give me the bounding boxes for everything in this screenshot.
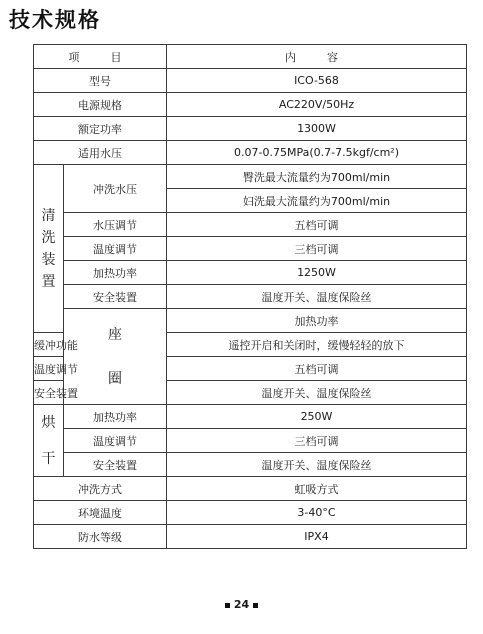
header-content: 内 容 [167, 45, 467, 69]
row-label: 加热功率 [64, 261, 167, 285]
row-label: 冲洗方式 [34, 477, 167, 501]
row-value: 温度开关、温度保险丝 [167, 453, 467, 477]
row-label: 额定功率 [34, 117, 167, 141]
table-row [34, 69, 467, 93]
row-value: 温度开关、温度保险丝 [167, 285, 467, 309]
row-label: 加热功率 [167, 309, 467, 333]
row-label: 温度调节 [34, 357, 64, 381]
row-value: 妇洗最大流量约为700ml/min [167, 189, 467, 213]
row-value: 三档可调 [167, 429, 467, 453]
spec-table [33, 44, 467, 549]
table-row [34, 213, 467, 237]
row-label: 型号 [34, 69, 167, 93]
table-row [34, 165, 467, 189]
group-label-dry-top: 烘 [41, 414, 56, 431]
group-label-seat-top: 座 [108, 326, 122, 343]
table-row [34, 93, 467, 117]
row-label: 水压调节 [64, 213, 167, 237]
row-value: 0.07-0.75MPa(0.7-7.5kgf/cm²) [167, 141, 467, 165]
row-label: 加热功率 [64, 405, 167, 429]
table-row [34, 525, 467, 549]
group-label-seat [64, 309, 167, 405]
group-label-wash-text: 清洗装置 [41, 207, 56, 290]
group-label-dry-bottom: 干 [41, 450, 56, 467]
table-row [34, 429, 467, 453]
footer-square-icon-right [253, 603, 258, 608]
row-value: 臀洗最大流量约为700ml/min [167, 165, 467, 189]
row-value: 遥控开启和关闭时，缓慢轻轻的放下 [167, 333, 467, 357]
row-label: 环境温度 [34, 501, 167, 525]
row-label: 冲洗水压 [64, 165, 167, 213]
row-value: 虹吸方式 [167, 477, 467, 501]
row-label: 温度调节 [64, 429, 167, 453]
row-value: AC220V/50Hz [167, 93, 467, 117]
group-label-dry [34, 405, 64, 477]
table-row [34, 285, 467, 309]
row-value: 1250W [167, 261, 467, 285]
group-label-wash [34, 165, 64, 333]
row-label: 适用水压 [34, 141, 167, 165]
table-header-row [34, 45, 467, 69]
row-label: 缓冲功能 [34, 333, 64, 357]
table-row [34, 309, 467, 333]
row-value: 3-40°C [167, 501, 467, 525]
row-label: 安全装置 [64, 453, 167, 477]
footer-square-icon-left [225, 603, 230, 608]
row-value: ICO-568 [167, 69, 467, 93]
row-value: IPX4 [167, 525, 467, 549]
row-label: 安全装置 [64, 285, 167, 309]
page-footer [0, 598, 483, 611]
header-item: 项 目 [34, 45, 167, 69]
row-label: 电源规格 [34, 93, 167, 117]
page-title: 技术规格 [9, 8, 101, 32]
row-label: 防水等级 [34, 525, 167, 549]
row-value: 温度开关、温度保险丝 [167, 381, 467, 405]
group-label-seat-bottom: 圈 [108, 370, 122, 387]
table-row [34, 117, 467, 141]
row-value: 五档可调 [167, 213, 467, 237]
table-row [34, 261, 467, 285]
table-row [34, 501, 467, 525]
table-row [34, 237, 467, 261]
row-label: 安全装置 [34, 381, 64, 405]
row-value: 三档可调 [167, 237, 467, 261]
table-row [34, 453, 467, 477]
row-value: 1300W [167, 117, 467, 141]
row-value: 五档可调 [167, 357, 467, 381]
page-number: 24 [233, 598, 250, 611]
table-row [34, 405, 467, 429]
table-row [34, 477, 467, 501]
table-row [34, 141, 467, 165]
row-label: 温度调节 [64, 237, 167, 261]
row-value: 250W [167, 405, 467, 429]
